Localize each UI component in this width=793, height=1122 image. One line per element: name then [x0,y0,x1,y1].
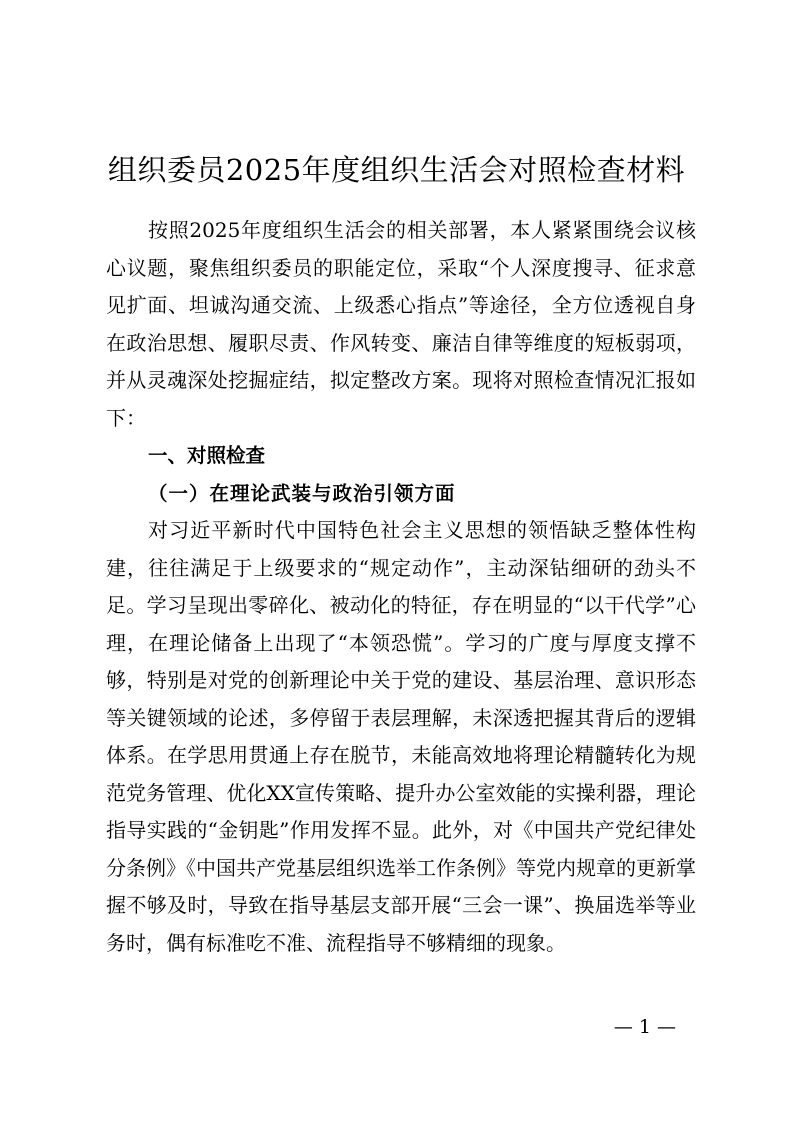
subsection-heading: （一）在理论武装与政治引领方面 [148,481,456,505]
page-number: — 1 — [613,1016,676,1038]
section-heading: 一、对照检查 [148,444,266,467]
document-body [106,212,696,962]
body-paragraph: 对习近平新时代中国特色社会主义思想的领悟缺乏整体性构建，往往满足于上级要求的“规定动作”，主动深钻细研的劲头不足。学习呈现出零碎化、被动化的特征，存在明显的“以干代学”心理，在理论储备上出现了“本领恐慌”。学习的广度与厚度支撑不够，特别是对党的创新理论中关于党的建设、基层治理、意识形态等关键领域的论述，多停留于表层理解，未深透把握其背后的逻辑体系。在学思用贯通上存在脱节，未能高效地将理论精髓转化为规范党务管理、优化XX宣传策略、提升办公室效能的实操利器，理论指导实践的“金钥匙”作用发挥不显。此外，对《中国共产党纪律处分条例》《中国共产党基层组织选举工作条例》等党内规章的更新掌握不够及时，导致在指导基层支部开展“三会一课”、换届选举等业务时，偶有标准吃不准、流程指导不够精细的现象。 [106,518,696,955]
document-title: 组织委员2025年度组织生活会对照检查材料 [107,153,686,187]
intro-paragraph: 按照2025年度组织生活会的相关部署，本人紧紧围绕会议核心议题，聚焦组织委员的职能定位，采取“个人深度搜寻、征求意见扩面、坦诚沟通交流、上级悉心指点”等途径，全方位透视自身在政治思想、履职尽责、作风转变、廉洁自律等维度的短板弱项，并从灵魂深处挖掘症结，拟定整改方案。现将对照检查情况汇报如下： [106,218,696,430]
